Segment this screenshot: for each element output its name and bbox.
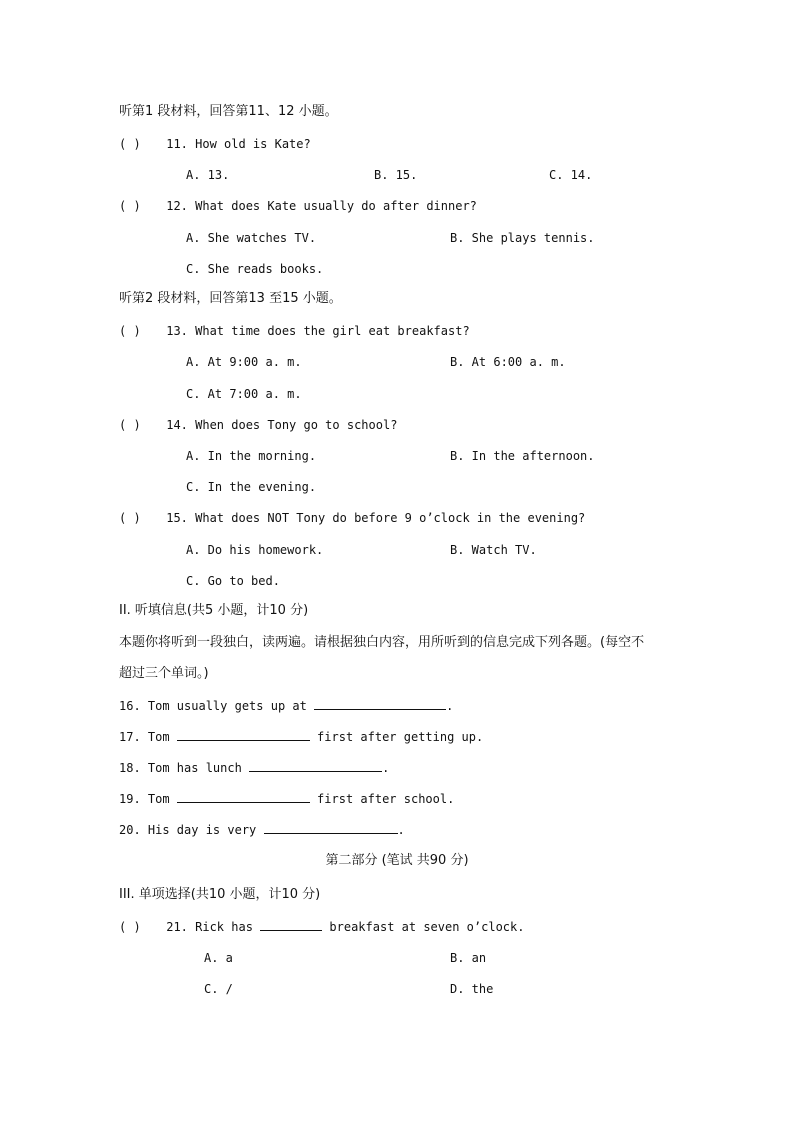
- answer-blank[interactable]: [314, 698, 446, 710]
- fill-text: 19. Tom: [119, 792, 170, 806]
- question-text: 21. Rick has: [166, 920, 253, 934]
- fill-19: [119, 791, 454, 807]
- option-a: A. At 9:00 a. m.: [186, 355, 302, 369]
- option-b: B. She plays tennis.: [450, 231, 595, 245]
- part3-title: III. 单项选择(共10 小题，计10 分): [119, 887, 321, 902]
- option-b: B. At 6:00 a. m.: [450, 355, 566, 369]
- option-c: C. Go to bed.: [186, 574, 280, 588]
- fill-text: first after getting up.: [317, 730, 484, 744]
- question-15: [119, 510, 585, 526]
- fill-text: 16. Tom usually gets up at: [119, 699, 307, 713]
- answer-blank[interactable]: [260, 919, 322, 931]
- fill-text: .: [382, 761, 390, 775]
- option-b: B. 15.: [374, 168, 418, 182]
- question-text: 11. How old is Kate?: [166, 137, 311, 151]
- fill-16: [119, 698, 453, 714]
- question-13: [119, 323, 470, 339]
- question-text: breakfast at seven o’clock.: [329, 920, 525, 934]
- question-14: [119, 417, 397, 433]
- fill-text: .: [397, 823, 405, 837]
- option-b: B. In the afternoon.: [450, 449, 595, 463]
- option-c: C. She reads books.: [186, 262, 324, 276]
- part-two-heading: 第二部分 (笔试 共90 分): [325, 853, 469, 868]
- fill-20: [119, 822, 405, 838]
- question-21: [119, 919, 524, 935]
- fill-17: [119, 729, 483, 745]
- section1-header: 听第1 段材料，回答第11、12 小题。: [119, 104, 338, 119]
- option-d: D. the: [450, 982, 494, 996]
- question-11: [119, 136, 311, 152]
- question-text: 13. What time does the girl eat breakfast?: [166, 324, 470, 338]
- part2-instructions: 本题你将听到一段独白，读两遍。请根据独白内容，用所听到的信息完成下列各题。(每空不: [119, 635, 645, 650]
- fill-text: 20. His day is very: [119, 823, 257, 837]
- option-c: C. In the evening.: [186, 480, 317, 494]
- answer-blank[interactable]: [249, 760, 382, 772]
- answer-blank[interactable]: [177, 791, 310, 803]
- part2-instructions-cont: 超过三个单词。): [119, 666, 209, 681]
- section2-header: 听第2 段材料，回答第13 至15 小题。: [119, 291, 342, 306]
- question-text: 14. When does Tony go to school?: [166, 418, 398, 432]
- option-a: A. She watches TV.: [186, 231, 317, 245]
- answer-paren[interactable]: ( ): [119, 324, 141, 338]
- question-text: 15. What does NOT Tony do before 9 o’clock in the evening?: [166, 511, 586, 525]
- option-a: A. 13.: [186, 168, 230, 182]
- fill-text: .: [446, 699, 454, 713]
- fill-text: 17. Tom: [119, 730, 170, 744]
- answer-paren[interactable]: ( ): [119, 137, 141, 151]
- answer-blank[interactable]: [264, 822, 398, 834]
- answer-paren[interactable]: ( ): [119, 418, 141, 432]
- question-12: [119, 198, 477, 214]
- option-c: C. 14.: [549, 168, 593, 182]
- option-a: A. a: [204, 951, 233, 965]
- option-b: B. an: [450, 951, 487, 965]
- option-a: A. In the morning.: [186, 449, 317, 463]
- option-c: C. /: [204, 982, 233, 996]
- fill-18: [119, 760, 389, 776]
- option-b: B. Watch TV.: [450, 543, 537, 557]
- fill-text: 18. Tom has lunch: [119, 761, 242, 775]
- answer-paren[interactable]: ( ): [119, 199, 141, 213]
- answer-blank[interactable]: [177, 729, 310, 741]
- option-c: C. At 7:00 a. m.: [186, 387, 302, 401]
- answer-paren[interactable]: ( ): [119, 511, 141, 525]
- answer-paren[interactable]: ( ): [119, 920, 141, 934]
- fill-text: first after school.: [317, 792, 455, 806]
- option-a: A. Do his homework.: [186, 543, 324, 557]
- part2-title: II. 听填信息(共5 小题，计10 分): [119, 603, 309, 618]
- question-text: 12. What does Kate usually do after dinner?: [166, 199, 477, 213]
